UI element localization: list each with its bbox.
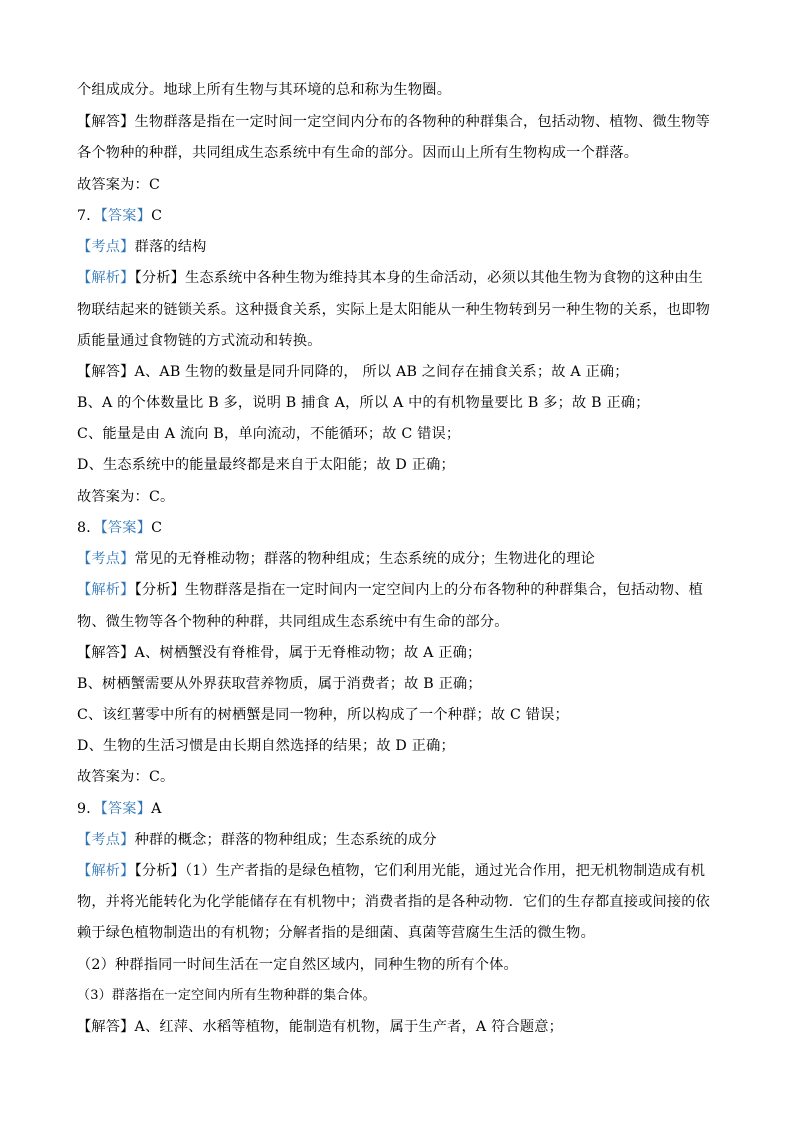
text-line: C、该红薯零中所有的树栖蟹是同一物种，所以构成了一个种群；故 C 错误； [77,707,569,723]
jiexi-tag: 【解析】 [77,582,135,598]
question-header: 7．【答案】C [77,208,163,224]
kaodian-tag: 【考点】 [77,832,135,848]
text-line: 【解析】【分析】（1）生产者指的是绿色植物，它们利用光能，通过光合作用，把无机物制造成有机 [77,863,706,879]
text-line: B、A 的个体数量比 B 多，说明 B 捕食 A，所以 A 中的有机物量要比 B 多；故 B 正确； [77,395,650,411]
text-line: 个组成成分。地球上所有生物与其环境的总和称为生物圈。 [77,82,452,98]
text-line: D、生物的生活习惯是由长期自然选择的结果；故 D 正确； [77,738,455,754]
question-header: 8．【答案】C [77,520,163,536]
text-line: D、生态系统中的能量最终都是来自于太阳能；故 D 正确； [77,457,455,473]
text-line: B、树栖蟹需要从外界获取营养物质，属于消费者；故 B 正确； [77,676,482,692]
text-line: 故答案为：C [77,177,160,193]
text-line: 【解析】【分析】生态系统中各种生物为维持其本身的生命活动，必须以其他生物为食物的这种由生 [77,270,703,286]
text-line: 故答案为：C。 [77,489,175,505]
answer-tag: 【答案】 [100,520,152,536]
text-line: 【考点】常见的无脊椎动物；群落的物种组成；生态系统的成分；生物进化的理论 [77,551,595,567]
answer-tag: 【答案】 [100,801,152,817]
text-line: 故答案为：C。 [77,769,175,785]
jiexi-tag: 【解析】 [77,863,135,879]
text-line: （3）群落指在一定空间内所有生物种群的集合体。 [77,988,376,1003]
text-line: 各个物种的种群，共同组成生态系统中有生命的部分。因而山上所有生物构成一个群落。 [77,145,639,161]
text-line: 【解答】A、红萍、水稻等植物，能制造有机物，属于生产者，A 符合题意； [77,1019,564,1035]
kaodian-tag: 【考点】 [77,551,135,567]
text-line: 物、微生物等各个物种的种群，共同组成生态系统中有生命的部分。 [77,614,509,630]
text-line: 质能量通过食物链的方式流动和转换。 [77,333,322,349]
answer-label: 【解答】 [77,114,135,130]
kaodian-tag: 【考点】 [77,239,135,255]
jiexi-tag: 【解析】 [77,270,135,286]
text-line: 【考点】群落的结构 [77,239,207,255]
text-line: 赖于绿色植物制造出的有机物；分解者指的是细菌、真菌等营腐生生活的微生物。 [77,925,595,941]
answer-tag: 【答案】 [100,208,152,224]
text-line: 物联结起来的链锁关系。这种摄食关系，实际上是太阳能从一种生物转到另一种生物的关系，也即物 [77,302,711,318]
text-line: 物，并将光能转化为化学能储存在有机物中；消费者指的是各种动物．它们的生存都直接或间接的依 [77,894,711,910]
text-line: （2）种群指同一时间生活在一定自然区域内，同种生物的所有个体。 [77,957,518,973]
text-line: 【解答】A、树栖蟹没有脊椎骨，属于无脊椎动物；故 A 正确； [77,645,482,661]
question-header: 9．【答案】A [77,801,162,817]
text-line: 【解答】生物群落是指在一定时间一定空间内分布的各物种的种群集合，包括动物、植物、微生物等 [77,114,711,130]
text-line: 【考点】种群的概念；群落的物种组成；生态系统的成分 [77,832,437,848]
text-line: 【解析】【分析】生物群落是指在一定时间内一定空间内上的分布各物种的种群集合，包括动物、植 [77,582,703,598]
text-line: C、能量是由 A 流向 B，单向流动，不能循环；故 C 错误； [77,426,461,442]
text-line: 【解答】A、AB 生物的数量是同升同降的， 所以 AB 之间存在捕食关系；故 A 正确； [77,364,629,380]
